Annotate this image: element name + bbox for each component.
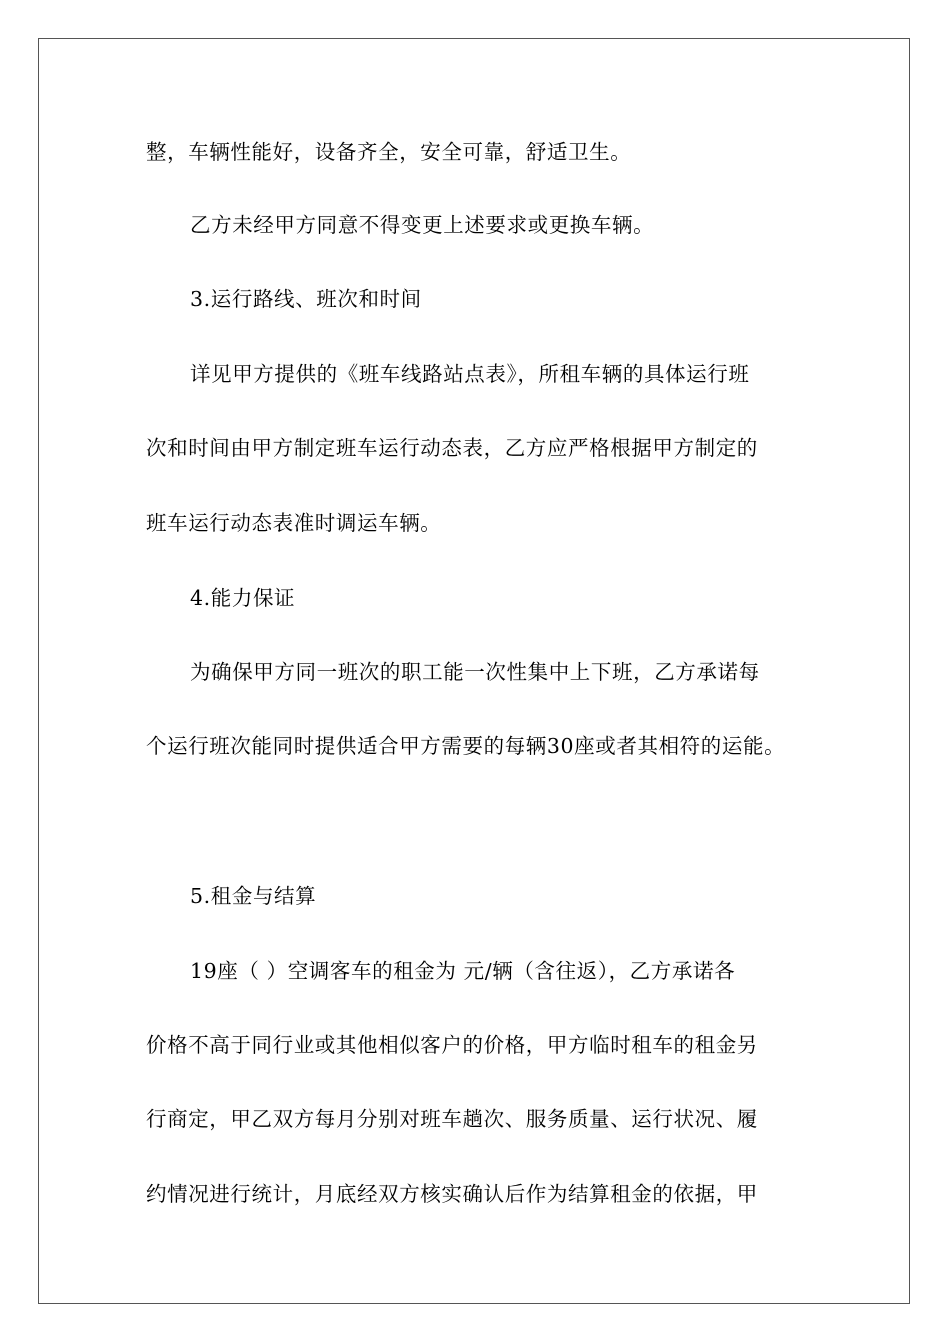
- body-text-line: 行商定，甲乙双方每月分别对班车趟次、服务质量、运行状况、履: [146, 1107, 758, 1131]
- body-text-line: 为确保甲方同一班次的职工能一次性集中上下班，乙方承诺每: [190, 660, 760, 684]
- body-text-line: 次和时间由甲方制定班车运行动态表，乙方应严格根据甲方制定的: [146, 436, 758, 460]
- body-text-line: 19座（ ）空调客车的租金为 元/辆（含往返），乙方承诺各: [190, 959, 736, 983]
- section-heading-rent: 5.租金与结算: [190, 884, 317, 908]
- body-text-line: 详见甲方提供的《班车线路站点表》，所租车辆的具体运行班: [190, 362, 750, 386]
- body-text-line: 约情况进行统计，月底经双方核实确认后作为结算租金的依据，甲: [146, 1182, 758, 1206]
- section-heading-capacity: 4.能力保证: [190, 586, 296, 610]
- body-text-line: 乙方未经甲方同意不得变更上述要求或更换车辆。: [190, 213, 655, 237]
- body-text-line: 整，车辆性能好，设备齐全，安全可靠，舒适卫生。: [146, 140, 632, 164]
- body-text-line: 班车运行动态表准时调运车辆。: [146, 511, 442, 535]
- body-text-line: 价格不高于同行业或其他相似客户的价格，甲方临时租车的租金另: [146, 1033, 758, 1057]
- body-text-line: 个运行班次能同时提供适合甲方需要的每辆30座或者其相符的运能。: [146, 734, 786, 758]
- section-heading-route: 3.运行路线、班次和时间: [190, 287, 422, 311]
